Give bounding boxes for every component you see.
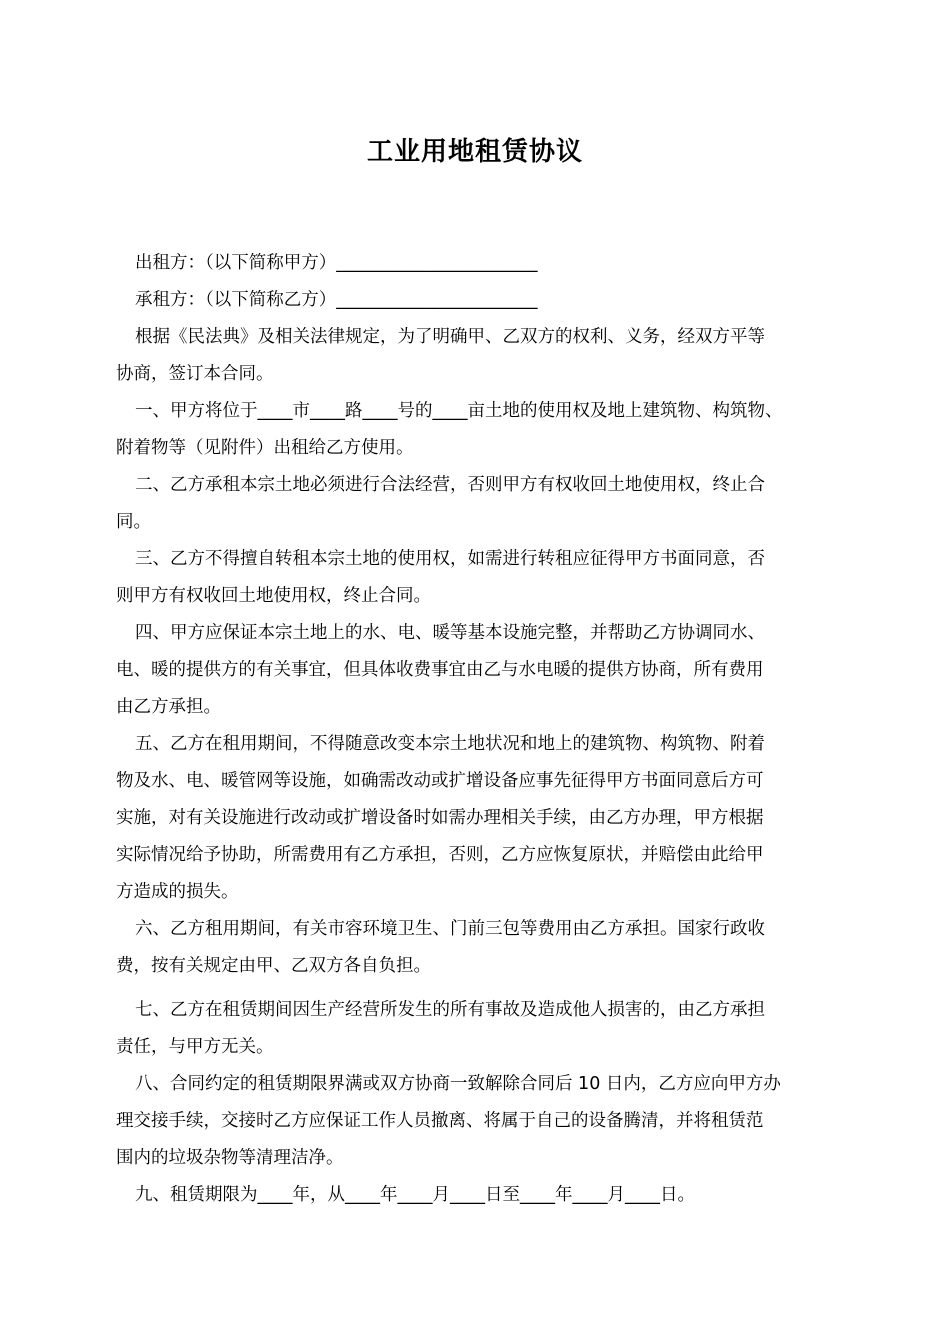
clause-3-line-1: 三、乙方不得擅自转租本宗土地的使用权，如需进行转租应征得甲方书面同意，否 — [135, 549, 765, 569]
clause-7-line-1: 七、乙方在租赁期间因生产经营所发生的所有事故及造成他人损害的，由乙方承担 — [135, 1000, 765, 1020]
clause-9-line-1: 九、租赁期限为____年，从____年____月____日至____年____月____日。 — [135, 1185, 695, 1205]
clause-4-line-1: 四、甲方应保证本宗土地上的水、电、暖等基本设施完整，并帮助乙方协调同水、 — [135, 623, 765, 643]
preamble-line-1: 根据《民法典》及相关法律规定，为了明确甲、乙双方的权利、义务，经双方平等 — [135, 327, 765, 347]
lessor-line: 出租方：（以下简称甲方）_______________________ — [135, 253, 538, 273]
clause-4-line-3: 由乙方承担。 — [116, 697, 221, 717]
preamble-line-2: 协商，签订本合同。 — [116, 364, 274, 384]
clause-3-line-2: 则甲方有权收回土地使用权，终止合同。 — [116, 586, 431, 606]
clause-6-line-1: 六、乙方租用期间，有关市容环境卫生、门前三包等费用由乙方承担。国家行政收 — [135, 919, 765, 939]
clause-6-line-2: 费，按有关规定由甲、乙双方各自负担。 — [116, 956, 431, 976]
clause-5-line-2: 物及水、电、暖管网等设施，如确需改动或扩增设备应事先征得甲方书面同意后方可 — [116, 771, 764, 791]
clause-1-line-1: 一、甲方将位于____市____路____号的____亩土地的使用权及地上建筑物、构筑物、 — [135, 401, 783, 421]
clause-5-line-3: 实施，对有关设施进行改动或扩增设备时如需办理相关手续，由乙方办理，甲方根据 — [116, 808, 764, 828]
clause-4-line-2: 电、暖的提供方的有关事宜，但具体收费事宜由乙与水电暖的提供方协商，所有费用 — [116, 660, 764, 680]
clause-8-line-1: 八、合同约定的租赁期限界满或双方协商一致解除合同后 10 日内，乙方应向甲方办 — [135, 1074, 781, 1094]
clause-8-line-2: 理交接手续，交接时乙方应保证工作人员撤离、将属于自己的设备腾清，并将租赁范 — [116, 1111, 764, 1131]
clause-8-line-3: 围内的垃圾杂物等清理洁净。 — [116, 1148, 344, 1168]
clause-5-line-5: 方造成的损失。 — [116, 882, 239, 902]
clause-2-line-2: 同。 — [116, 512, 151, 532]
clause-5-line-1: 五、乙方在租用期间，不得随意改变本宗土地状况和地上的建筑物、构筑物、附着 — [135, 734, 765, 754]
lessee-line: 承租方：（以下简称乙方）_______________________ — [135, 290, 538, 310]
clause-1-line-2: 附着物等（见附件）出租给乙方使用。 — [116, 438, 414, 458]
clause-5-line-4: 实际情况给予协助，所需费用有乙方承担，否则，乙方应恢复原状，并赔偿由此给甲 — [116, 845, 764, 865]
clause-2-line-1: 二、乙方承租本宗土地必须进行合法经营，否则甲方有权收回土地使用权，终止合 — [135, 475, 765, 495]
document-title: 工业用地租赁协议 — [366, 137, 583, 167]
clause-7-line-2: 责任，与甲方无关。 — [116, 1037, 274, 1057]
